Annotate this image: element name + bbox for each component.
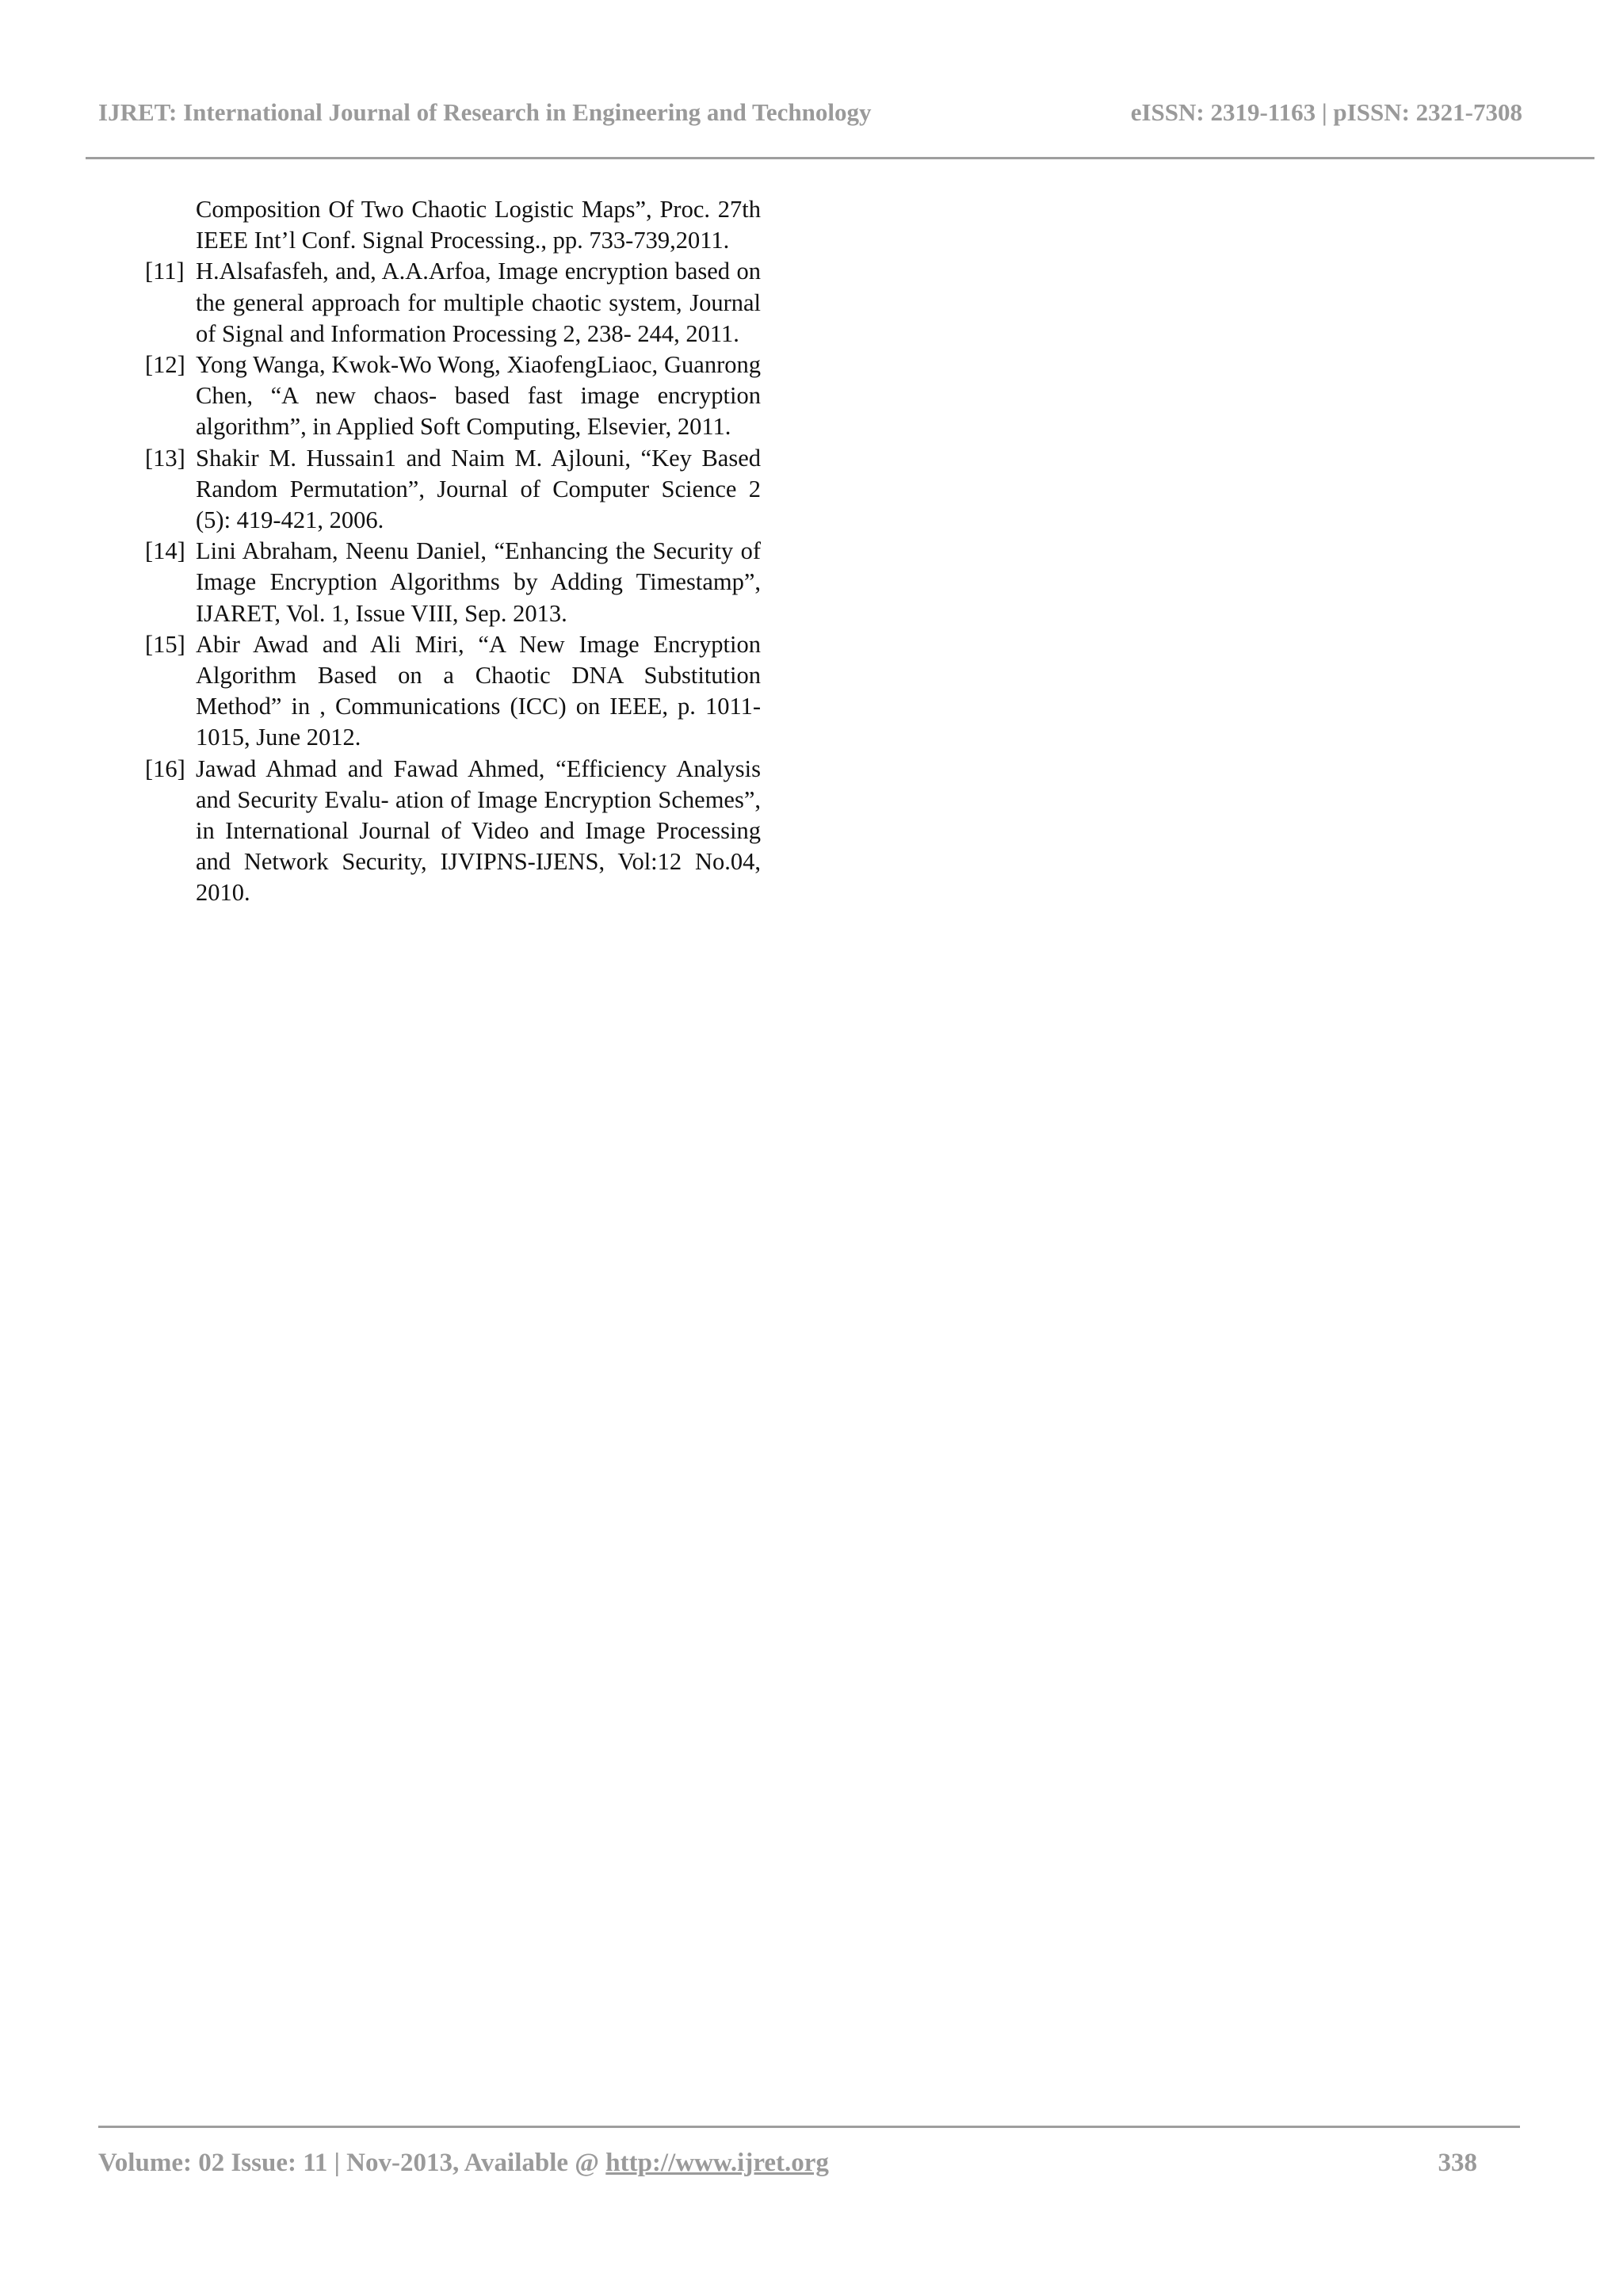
reference-item [145, 350, 761, 443]
reference-text: Shakir M. Hussain1 and Naim M. Ajlouni, “Key Based Random Permutation”, Journal of Computer Science 2 (5): 419-421, 2006. [196, 444, 761, 534]
page-header [0, 0, 1623, 162]
issn-info: eISSN: 2319-1163 | pISSN: 2321-7308 [1130, 98, 1522, 126]
reference-number: [12] [145, 351, 185, 379]
reference-item [145, 443, 761, 537]
reference-text: Yong Wanga, Kwok-Wo Wong, XiaofengLiaoc, Guanrong Chen, “A new chaos- based fast image encryption algorithm”, in Applied Soft Computing, Elsevier, 2011. [196, 351, 761, 441]
page-number: 338 [1438, 2149, 1477, 2177]
reference-item [145, 194, 761, 256]
reference-number: [14] [145, 537, 185, 565]
page-footer [98, 2149, 1477, 2178]
reference-item [145, 629, 761, 754]
reference-text: Composition Of Two Chaotic Logistic Maps”, Proc. 27th IEEE Int’l Conf. Signal Processing., pp. 733-739,2011. [196, 196, 761, 254]
reference-item [145, 754, 761, 909]
volume-info: Volume: 02 Issue: 11 | Nov-2013, Available @ [98, 2149, 606, 2177]
header-divider [86, 157, 1594, 159]
reference-text: H.Alsafasfeh, and, A.A.Arfoa, Image encryption based on the general approach for multiple chaotic system, Journal of Signal and Information Processing 2, 238- 244, 2011. [196, 258, 761, 347]
reference-text: Lini Abraham, Neenu Daniel, “Enhancing the Security of Image Encryption Algorithms by Adding Timestamp”, IJARET, Vol. 1, Issue VIII, Sep. 2013. [196, 537, 761, 627]
reference-number: [15] [145, 630, 185, 658]
reference-number: [16] [145, 755, 185, 782]
reference-number: [11] [145, 258, 185, 285]
footer-divider [98, 2126, 1520, 2128]
reference-text: Abir Awad and Ali Miri, “A New Image Encryption Algorithm Based on a Chaotic DNA Substitution Method” in , Communications (ICC) on IEEE, p. 1011-1015, June 2012. [196, 630, 761, 751]
references-list [145, 194, 761, 909]
reference-number: [13] [145, 444, 185, 472]
reference-item [145, 536, 761, 629]
reference-text: Jawad Ahmad and Fawad Ahmed, “Efficiency Analysis and Security Evalu- ation of Image Encryption Schemes”, in International Journal of Video and Image Processing and Network Security, IJVIPNS-IJENS, Vol:12 No.04, 2010. [196, 755, 761, 907]
reference-item [145, 256, 761, 350]
journal-title: IJRET: International Journal of Research in Engineering and Technology [98, 98, 872, 126]
journal-website-link[interactable]: http://www.ijret.org [605, 2149, 829, 2177]
